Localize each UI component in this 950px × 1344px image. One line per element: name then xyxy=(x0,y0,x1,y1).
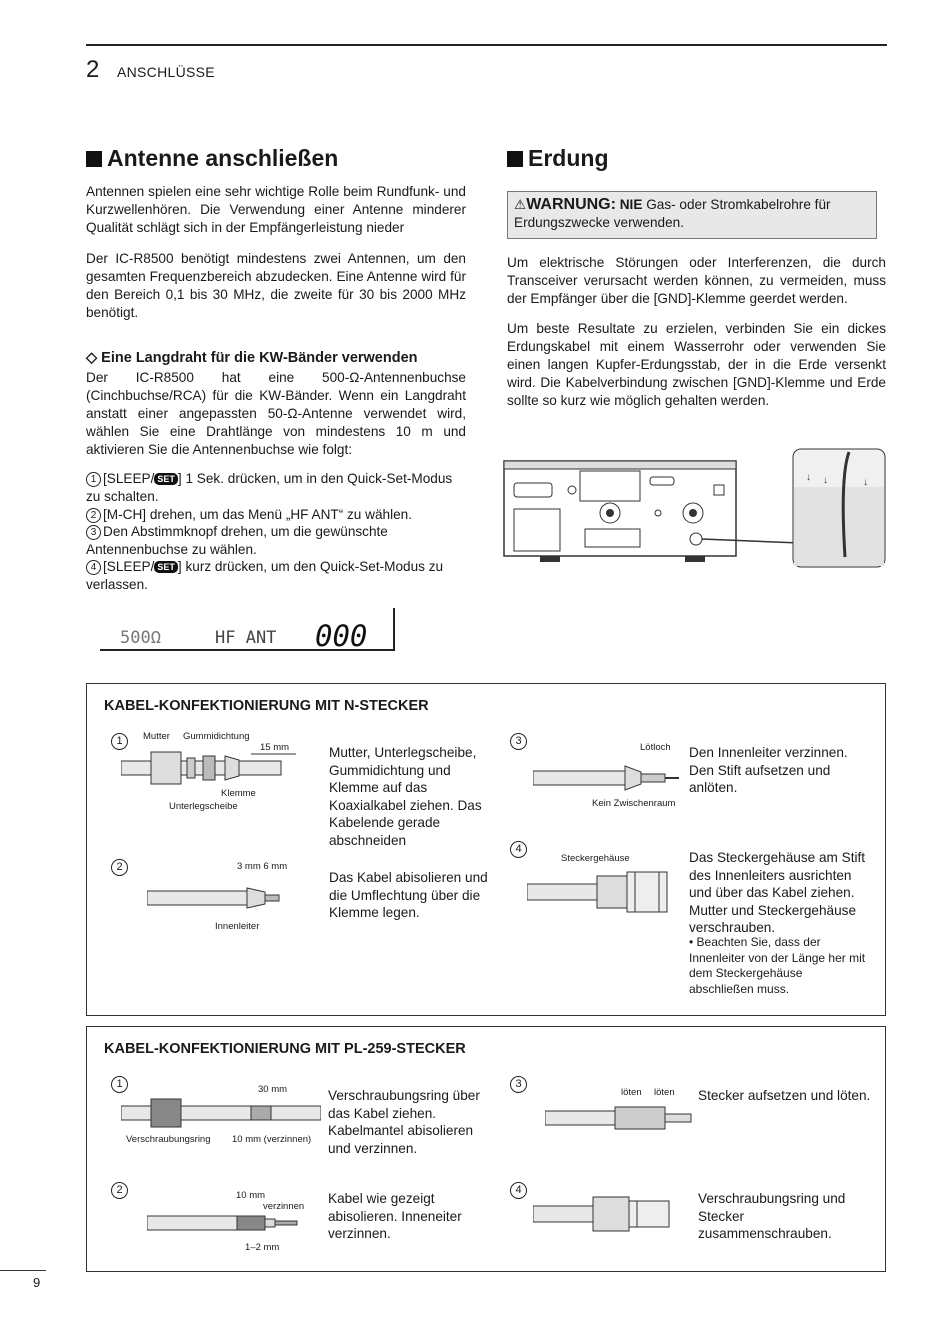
pl-step4-text: Verschraubungsring und Stecker zusammenschrauben. xyxy=(698,1191,846,1241)
step-number: 4 xyxy=(86,560,101,575)
n-step1-number: 1 xyxy=(111,733,128,750)
step-4: 4 [SLEEP/ SET ] kurz drücken, um den Quick-Set-Modus zu verlassen. xyxy=(86,559,444,592)
svg-text:↓: ↓ xyxy=(863,477,868,488)
n-step4-drawing xyxy=(527,868,687,916)
ground-paragraph-2: Um beste Resultate zu erzielen, verbinden Sie ein dickes Erdungskabel mit einem Wasserrohr oder verwenden Sie einen langen Kupfer-Erdungsstab, der in die Erde versenkt wird. Die Kabelverbindung zwischen [GND]-Klemme und Erde sollte so kurz wie möglich gehalten werden. xyxy=(507,321,886,408)
label-10mm: 10 mm xyxy=(236,1190,266,1201)
pl-step3-drawing xyxy=(545,1103,695,1133)
ground-illustration xyxy=(500,447,888,572)
antenna-paragraph-2: Der IC-R8500 benötigt mindestens zwei Antennen, um den gesamten Frequenzbereich abzudecken. Eine Antenne wird für den Bereich 0,1 bis 30 MHz, die zweite für 30 bis 2000 MHz benötigt. xyxy=(86,251,466,320)
label-verschraubungsring: Verschraubungsring xyxy=(126,1134,211,1145)
set-key-icon: SET xyxy=(154,561,178,573)
square-bullet-icon xyxy=(86,151,102,167)
lcd-left: 500Ω xyxy=(120,628,161,648)
footer-rule xyxy=(0,1270,46,1271)
antenna-paragraph-1: Antennen spielen eine sehr wichtige Rolle beim Rundfunk- und Kurzwellenhören. Die Verwendung einer Antenne minderer Qualität schlägt sich in der Empfängerleistung nieder xyxy=(86,184,466,235)
pl-step1-number: 1 xyxy=(111,1076,128,1093)
n-step3-drawing xyxy=(533,760,683,796)
label-3mm-6mm: 3 mm 6 mm xyxy=(237,861,288,872)
pl259-connector-title: KABEL-KONFEKTIONIERUNG MIT PL-259-STECKER xyxy=(104,1041,466,1057)
pl-step2-text: Kabel wie gezeigt abisolieren. Inneneiter verzinnen. xyxy=(328,1191,462,1241)
n-step2-number: 2 xyxy=(111,859,128,876)
pl-step1-text: Verschraubungsring über das Kabel ziehen. Kabelmantel abisolieren und verzinnen. xyxy=(328,1088,480,1156)
label-1-2mm: 1–2 mm xyxy=(245,1242,280,1253)
pl-step1-drawing xyxy=(121,1095,321,1131)
label-mutter: Mutter xyxy=(143,731,170,742)
pl-step4-number: 4 xyxy=(510,1182,527,1199)
label-loeten-2: löten xyxy=(654,1087,675,1098)
n-connector-box xyxy=(86,683,886,1016)
step-1: 1 [SLEEP/ SET ] 1 Sek. drücken, um in den Quick-Set-Modus zu schalten. xyxy=(86,471,453,504)
lcd-mid: HF ANT xyxy=(215,628,277,648)
header-rule xyxy=(86,44,887,46)
step-number: 3 xyxy=(86,525,101,540)
label-gummidichtung: Gummidichtung xyxy=(183,731,250,742)
pl-step3-number: 3 xyxy=(510,1076,527,1093)
square-bullet-icon xyxy=(507,151,523,167)
label-loetloch: Lötloch xyxy=(640,742,671,753)
step-3: 3 Den Abstimmknopf drehen, um die gewünschte Antennenbuchse zu wählen. xyxy=(86,524,388,557)
lcd-display xyxy=(100,608,395,651)
chapter-number: 2 xyxy=(86,56,100,83)
label-15mm: 15 mm xyxy=(260,742,290,753)
warning-box: ⚠WARNUNG: NIE Gas- oder Stromkabelrohre für Erdungszwecke verwenden. xyxy=(507,191,877,239)
section-heading-antenna: Antenne anschließen xyxy=(86,145,338,172)
n-step4-text: Das Steckergehäuse am Stift des Innenleiters ausrichten und über das Kabel ziehen. Mutter und Steckergehäuse verschrauben. xyxy=(689,850,866,935)
n-step1-drawing xyxy=(121,744,301,794)
chapter-title: ANSCHLÜSSE xyxy=(117,64,215,80)
n-step4-number: 4 xyxy=(510,841,527,858)
n-step3-text: Den Innenleiter verzinnen. Den Stift aufsetzen und anlöten. xyxy=(689,745,848,795)
section-heading-ground: Erdung xyxy=(507,145,609,172)
label-loeten-1: löten xyxy=(621,1087,642,1098)
step-number: 1 xyxy=(86,472,101,487)
step-2: 2 [M-CH] drehen, um das Menü „HF ANT“ zu wählen. xyxy=(86,506,466,524)
pl-step2-number: 2 xyxy=(111,1182,128,1199)
warning-triangle-icon: ⚠ xyxy=(514,197,527,212)
n-step4-note: • Beachten Sie, dass der Innenleiter von der Länge her mit dem Steckergehäuse abschließen muss. xyxy=(689,935,866,996)
label-kein-zwischenraum: Kein Zwischenraum xyxy=(592,798,676,809)
n-step2-text: Das Kabel abisolieren und die Umflechtung über die Klemme legen. xyxy=(329,870,488,920)
pl-step2-drawing xyxy=(147,1207,317,1239)
label-10mm-verzinnen: 10 mm (verzinnen) xyxy=(232,1134,312,1145)
pl-step4-drawing xyxy=(533,1191,693,1237)
n-step2-drawing xyxy=(147,878,297,918)
longwire-paragraph: Der IC-R8500 hat eine 500-Ω-Antennenbuchse (Cinchbuchse/RCA) für die KW-Bänder. Wenn ein Langdraht anstatt einer angepassten 50-Ω-Antenne verwendet wird, wählen Sie eine Drahtlänge von mindestens 10 m und aktivieren Sie die Antennenbuchse wie folgt: xyxy=(86,370,466,457)
lcd-right: 000 xyxy=(315,619,368,651)
page-number: 9 xyxy=(33,1275,41,1290)
label-30mm: 30 mm xyxy=(258,1084,288,1095)
label-verzinnen: verzinnen xyxy=(263,1201,305,1212)
set-key-icon: SET xyxy=(154,473,178,485)
svg-text:↓: ↓ xyxy=(806,472,811,483)
longwire-subheading: ◇ Eine Langdraht für die KW-Bänder verwenden xyxy=(86,350,418,366)
n-step1-text: Mutter, Unterlegscheibe, Gummidichtung und Klemme auf das Koaxialkabel ziehen. Das Kabelende gerade abschneiden xyxy=(329,745,482,848)
label-klemme: Klemme xyxy=(221,788,256,799)
label-innenleiter: Innenleiter xyxy=(215,921,260,932)
n-step3-number: 3 xyxy=(510,733,527,750)
step-number: 2 xyxy=(86,508,101,523)
pl259-connector-box xyxy=(86,1026,886,1272)
label-steckergehaeuse: Steckergehäuse xyxy=(561,853,630,864)
ground-paragraph-1: Um elektrische Störungen oder Interferenzen, die durch Transceiver verursacht werden können, zu vermeiden, muss der Empfänger über die [GND]-Klemme geerdet werden. xyxy=(507,255,886,306)
svg-text:↓: ↓ xyxy=(823,475,828,486)
pl-step3-text: Stecker aufsetzen und löten. xyxy=(698,1088,871,1103)
label-unterlegscheibe: Unterlegscheibe xyxy=(169,801,238,812)
n-connector-title: KABEL-KONFEKTIONIERUNG MIT N-STECKER xyxy=(104,698,429,714)
